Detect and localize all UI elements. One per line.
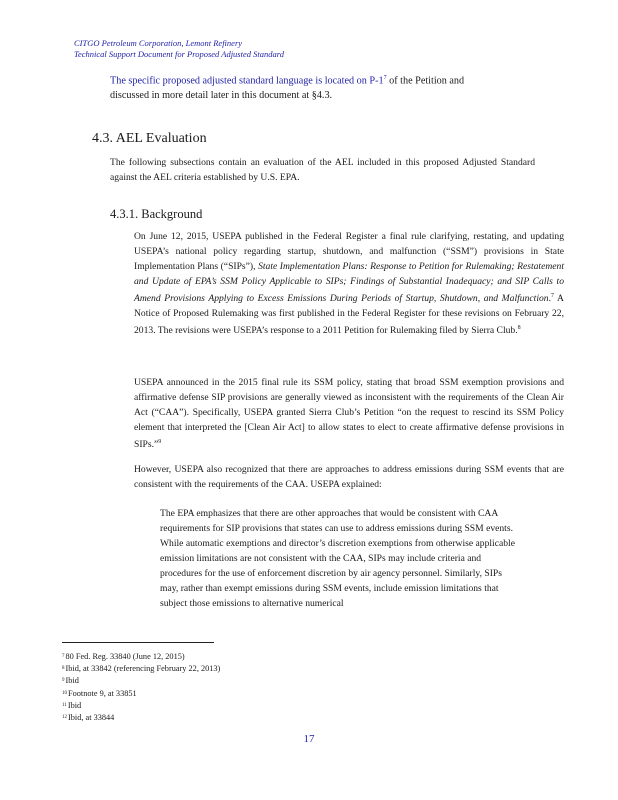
footnote-text: Ibid, at 33844 <box>68 713 115 723</box>
footnote-number: 7 <box>62 654 65 659</box>
footnote-ref[interactable]: 8 <box>517 325 521 332</box>
footnote <box>62 688 220 700</box>
p1-text-a: On June 12, 2015, USEPA published in the Federal Register a final rule clarifying, restating, and updating USEPA’s national policy regarding startup, shutdown, and malfunction (“SSM”) provisions in State Implementation Plans (“SIPs”), <box>134 231 564 272</box>
footnote <box>62 663 220 675</box>
background-paragraph-2 <box>134 375 564 452</box>
footnote <box>62 712 220 724</box>
footnote-text: 80 Fed. Reg. 33840 (June 12, 2015) <box>65 652 185 661</box>
footnote-number: 10 <box>62 690 67 696</box>
intro-rest: of the Petition and <box>386 75 465 87</box>
footnote <box>62 675 220 687</box>
p1-text-b: A Notice of Proposed Rulemaking was first published in the Federal Register for these revisions on February 22, 2013. The revisions were USEPA’s response to a 2011 Petition for Rulemaking filed by Sierra Club. <box>134 293 564 337</box>
footnote-ref[interactable]: 7 <box>383 75 387 81</box>
p2-text: USEPA announced in the 2015 final rule its SSM policy, stating that broad SSM exemption provisions and affirmative defense SIP provisions are generally viewed as inconsistent with the requirements of the Clean Air Act (“CAA”). Specifically, USEPA granted Sierra Club’s Petition “on the request to rescind its SSM Policy element that interpreted the [Clean Air Act] to allow states to elect to create affirmative defense provisions in SIPs.” <box>134 377 564 451</box>
footnote-number: 12 <box>62 715 67 721</box>
block-quote: The EPA emphasizes that there are other approaches that would be consistent with CAA requirements for SIP provisions that states can use to address emissions during SSM events. While automatic exemptions and director’s discretion exemptions from otherwise applicable emission limitations are not consistent with the CAA, SIPs may include criteria and procedures for the use of enforcement discretion by air agency personnel. Similarly, SIPs may, rather than exempt emissions during SSM events, include emission limitations that subject those emissions to alternative numerical <box>160 508 515 609</box>
footnote-text: Ibid <box>67 700 82 710</box>
background-paragraph-3: However, USEPA also recognized that there are approaches to address emissions during SSM events that are consistent with the requirements of the CAA. USEPA explained: <box>134 464 564 490</box>
intro-line2: discussed in more detail later in this document at §4.3. <box>110 90 333 102</box>
subsection-heading: 4.3.1. Background <box>110 207 203 221</box>
background-paragraph-1: On June 12, 2015, USEPA published in the Federal Register a final rule clarifying, restating, and updating USEPA’s national policy regarding startup, shutdown, and malfunction (“SSM”) provisions in State Implementation Plans (“SIPs”), State Implementation Plans: Response to Petition for Rulemaking; Restatement and Update of EPA’s SSM Policy Applicable to SIPs; Findings of Substantial Inadequacy; and SIP Calls to Amend Provisions Applying to Excess Emissions During Periods of Startup, Shutdown, and Malfunction.$^7$ A Notice of Proposed Rulemaking was first published in the Federal Register for these revisions on February 22, 2013. The revisions were USEPA’s response to a 2011 Petition for Rulemaking filed by Sierra Club.$^8$ <box>134 231 564 337</box>
running-header-company: CITGO Petroleum Corporation, Lemont Refinery <box>74 38 243 48</box>
section-heading: 4.3. AEL Evaluation <box>92 131 207 146</box>
footnote-text: Footnote 9, at 33851 <box>68 688 137 698</box>
intro-paragraph <box>110 71 530 103</box>
footnotes <box>62 651 220 724</box>
page-number: 17 <box>303 733 315 745</box>
footnote-number: 8 <box>62 666 65 672</box>
adjusted-standard-link[interactable]: The specific proposed adjusted standard language is located on P-1 <box>110 75 384 87</box>
footnote-number: 11 <box>62 702 67 708</box>
footnote-number: 9 <box>62 678 65 684</box>
footnote-separator <box>62 642 214 643</box>
footnote-ref[interactable]: 7 <box>550 293 554 299</box>
footnote-text: Ibid <box>65 676 79 686</box>
rule-title: State Implementation Plans: Response to Petition for Rulemaking; Restatement and Update of EPA’s SSM Policy Applicable to SIPs; Findings of Substantial Inadequacy; and SIP Calls to Amend Provisions Applying to Excess Emissions During Periods of Startup, Shutdown, and Malfunction <box>134 261 564 305</box>
footnote-ref[interactable]: 9 <box>158 439 162 445</box>
footnote <box>62 700 220 712</box>
footnote <box>62 651 220 663</box>
section-intro: The following subsections contain an evaluation of the AEL included in this proposed Adjusted Standard against the AEL criteria established by U.S. EPA. <box>110 157 535 183</box>
footnote-text: Ibid, at 33842 (referencing February 22, 2013) <box>65 664 221 674</box>
running-header-document: Technical Support Document for Proposed Adjusted Standard <box>74 49 284 59</box>
